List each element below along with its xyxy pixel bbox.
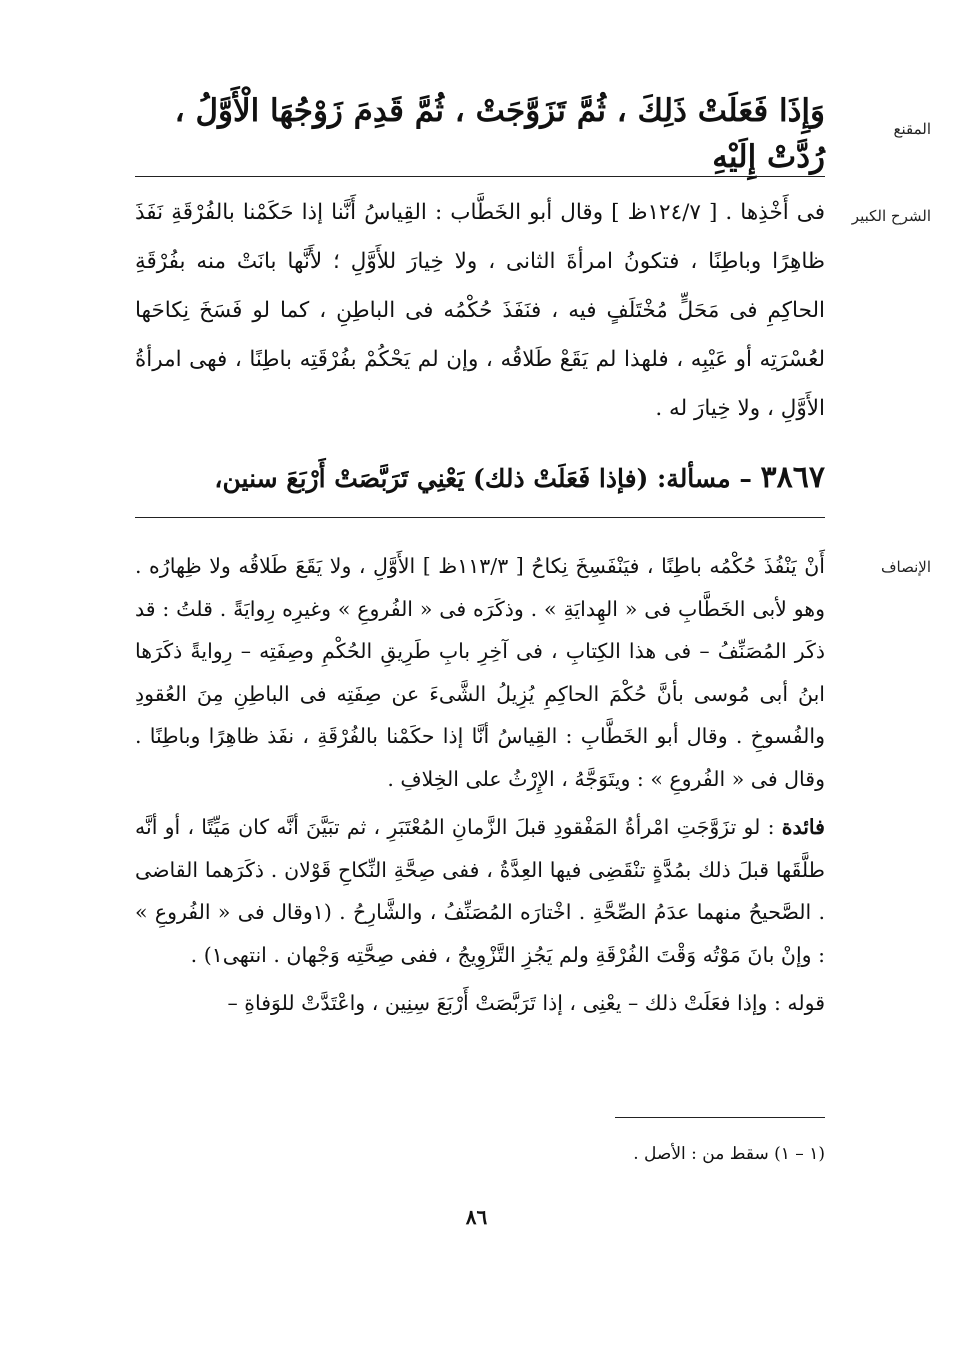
divider-middle [135,517,825,518]
insaf-text [135,545,825,1025]
faida-text: : لو تزَوَّجَتِ امْرأةُ المَفْقودِ قبلَ الزَّمانِ المُعْتَبَرِ ، ثم تبَيَّنَ أنَّه كان مَيِّتًا ، أو أنَّه طلَّقَها قبلَ ذلك بمُدَّةٍ تنْقَضِى فيها العِدَّةُ ، ففى صِحَّةِ النِّكاحِ قَوْلان . ذكَرَهما القاضى . الصَّحيحُ منهما عدَمُ الصِّحَّةِ . اخْتارَه المُصَنِّفُ ، والشَّارِحُ . (١وقال فى « الفُروعِ » : وإنْ بانَ مَوْتُه وَقْتَ الفُرْقَةِ ولم يَجُزِ التَّزْوِيجُ ، ففى صِحَّتِه وَجْهان . انتهى١) . [135,815,825,967]
insaf-paragraph-1: أَنْ يَنْفُذَ حُكْمُه باطِنًا ، فيَنْفَسِخَ نِكاحُ [ ١١٣/٣ظ ] الأَوَّلِ ، ولا يَقَعَ طَلاقُه ولا ظِهارُه . وهو لأبى الخَطَّابِ فى « الهِدايَةِ » . وذكَرَه فى « الفُروعِ » وغيرِه رِوايَةً . قلتُ : قد ذكَر المُصَنِّفُ – فى هذا الكِتابِ ، فى آخِرِ بابِ طَرِيقِ الحُكْمِ وصِفَتِه – رِوايةً ذكَرَها ابنُ أبى مُوسى بأنَّ حُكْمَ الحاكِمِ يُزِيلُ الشَّىءَ عن صِفَتِه فى الباطِنِ مِنَ العُقودِ والفُسوخِ . وقال أبو الخَطَّابِ : القِياسُ أنَّا إذا حكَمْنا بالفُرْقَةِ ، نفَذ ظاهِرًا وباطِنًا . وقال فى « الفُروعِ » : ويتَوَجَّهُ ، الإِرْثُ على الخِلافِ . [135,554,826,791]
sharh-text [135,188,825,433]
faida-label: فائدة [781,815,825,839]
insaf-paragraph-2 [135,806,825,976]
footnote-divider [615,1117,825,1118]
masala-text: – مسألة: (فإذا فَعَلَتْ ذلك) يَعْنِي تَرَبَّصَتْ أَرْبَعَ سنين، [214,464,752,493]
label-sharh: الشرح الكبير [851,207,931,225]
label-insaf: الإنصاف [880,558,931,576]
footnote: (١ – ١) سقط من : الأصل . [633,1144,825,1164]
insaf-paragraph-3: قوله : وإذا فعَلَتْ ذلك – يعْنِى ، إذا تَرَبَّصَتْ أَرْبَعَ سِنِين ، واعْتَدَّتْ للوَفاةِ – [227,991,825,1015]
sharh-paragraph: فى أَخْذِها . [ ١٢٤/٧ظ ] وقال أبو الخَطَّاب : القِياسُ أَنَّنا إذا حَكَمْنا بالفُرْقَةِ نَفَذَ ظاهِرًا وباطِنًا ، فتكونُ امرأةَ الثانى ، ولا خِيارَ للأَوَّلِ ؛ لأَنَّها بانَتْ منه بفُرْقَةِ الحاكِمِ فى مَحَلٍّ مُخْتَلَفٍ فيه ، فنَفَذَ حُكْمُه فى الباطِنِ ، كما لو فَسَخَ نِكاحَها لعُسْرَتِه أو عَيْبِه ، فلهذا لم يَقَعْ طَلاقُه ، وإن لم يَحْكُمْ بفُرْقَتِه باطِنًا ، فهى امرأةُ الأَوَّلِ ، ولا خِيارَ له . [135,200,825,421]
masala-heading [135,455,825,502]
muqni-text: وَإِذَا فَعَلَتْ ذَلِكَ ، ثُمَّ تَزَوَّجَتْ ، ثُمَّ قَدِمَ زَوْجُهَا الْأَوَّلُ ، رُدَّتْ إِلَيْهِ [174,93,825,175]
divider-top [135,176,825,177]
label-muqni: المقنع [893,120,931,138]
page-number: ٨٦ [465,1205,488,1229]
masala-number: ٣٨٦٧ [760,460,825,495]
